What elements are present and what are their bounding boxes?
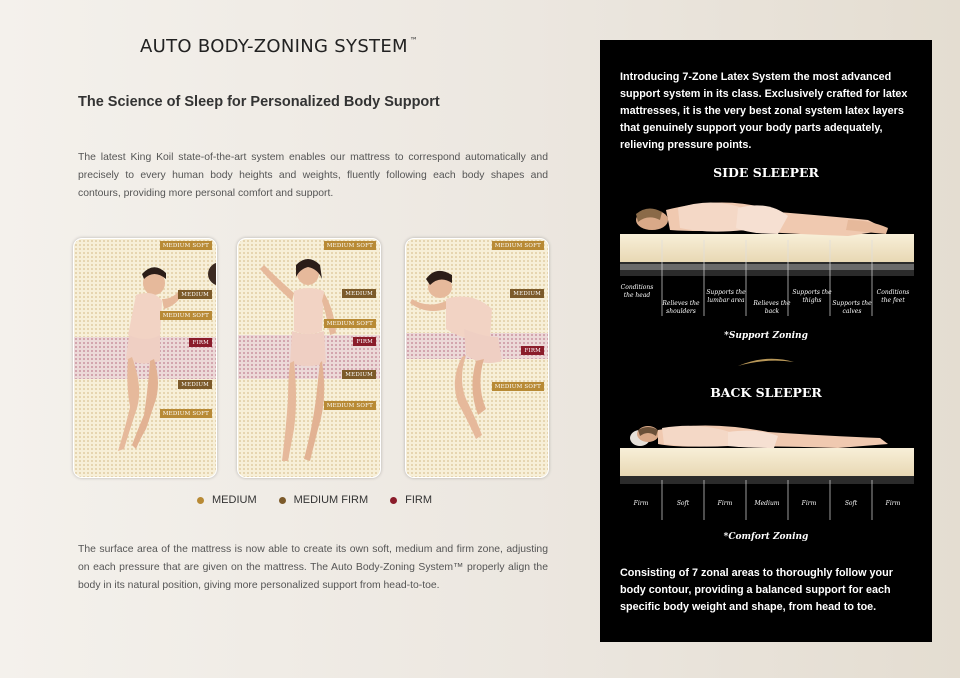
zoning-panel-2 xyxy=(237,238,381,478)
back-zone-label: Medium xyxy=(754,500,780,507)
side-zone-label: Supports the lumbar area xyxy=(706,289,746,304)
zone-label: MEDIUM SOFT xyxy=(492,241,544,250)
back-sleeper-heading: BACK SLEEPER xyxy=(710,385,822,400)
page-title: AUTO BODY-ZONING SYSTEM ™ xyxy=(140,36,419,57)
intro-paragraph: The latest King Koil state-of-the-art system enables our mattress to correspond automatically and precisely to every human body heights and weights, fluently following each body shapes and contours, providing more personal comfort and support. xyxy=(78,152,548,199)
sleeper-figure xyxy=(406,239,548,477)
zone-label: MEDIUM SOFT xyxy=(160,311,212,320)
back-zone-label: Soft xyxy=(676,500,690,507)
back-zone-label: Firm xyxy=(885,500,901,507)
side-zone-label: Supports the calves xyxy=(832,300,872,315)
legend-dot xyxy=(279,497,286,504)
zone-label: MEDIUM xyxy=(178,380,212,389)
swoosh-divider xyxy=(736,356,796,370)
zoning-panel-1 xyxy=(73,238,217,478)
zone-label: MEDIUM xyxy=(178,290,212,299)
support-zoning-caption: *Support Zoning xyxy=(724,331,808,341)
outro-paragraph: The surface area of the mattress is now able to create its own soft, medium and firm zone, adjusting on each pressure that are given on the mattress. The Auto Body-Zoning System™ properly align the body in its natural position, giving more personalized support from head-to-toe. xyxy=(78,544,548,591)
zone-label: MEDIUM SOFT xyxy=(324,241,376,250)
zone-label: MEDIUM SOFT xyxy=(492,382,544,391)
zone-label: MEDIUM xyxy=(510,289,544,298)
seven-zone-panel xyxy=(600,40,932,642)
side-zone-label: Supports the thighs xyxy=(792,289,832,304)
zone-label: MEDIUM SOFT xyxy=(160,409,212,418)
side-zone-label: Conditions the head xyxy=(620,284,654,299)
latex-intro: Introducing 7-Zone Latex System the most advanced support system in its class. Exclusively crafted for latex mattresses, it is the very best zonal system latex layers that genuinely support your body parts adequately, relieving pressure points. xyxy=(620,71,908,151)
back-zone-label: Firm xyxy=(633,500,649,507)
zone-label: MEDIUM SOFT xyxy=(324,401,376,410)
legend-item-medium-firm: MEDIUM FIRM xyxy=(279,494,369,506)
back-zone-label: Soft xyxy=(844,500,858,507)
comfort-zoning-caption: *Comfort Zoning xyxy=(723,532,809,542)
zone-label: MEDIUM SOFT xyxy=(324,319,376,328)
back-zone-label: Firm xyxy=(801,500,817,507)
side-zone-label: Conditions the feet xyxy=(876,289,910,304)
zone-label: FIRM xyxy=(353,337,376,346)
page-subtitle: The Science of Sleep for Personalized Body Support xyxy=(78,94,440,110)
firmness-legend xyxy=(197,494,432,506)
back-sleeper-illustration xyxy=(618,410,918,490)
side-zone-label: Relieves the back xyxy=(753,300,791,315)
zone-label: FIRM xyxy=(189,338,212,347)
zone-label: MEDIUM SOFT xyxy=(160,241,212,250)
legend-item-firm: FIRM xyxy=(390,494,432,506)
zone-label: MEDIUM xyxy=(342,289,376,298)
sleeper-figure xyxy=(238,239,380,477)
legend-dot xyxy=(390,497,397,504)
zone-label: MEDIUM xyxy=(342,370,376,379)
latex-outro: Consisting of 7 zonal areas to thoroughly follow your body contour, providing a balanced support for each specific body weight and shape, from head to toe. xyxy=(620,567,893,613)
zone-label: FIRM xyxy=(521,346,544,355)
legend-item-medium: MEDIUM xyxy=(197,494,257,506)
side-sleeper-heading: SIDE SLEEPER xyxy=(713,165,819,180)
side-zone-label: Relieves the shoulders xyxy=(662,300,700,315)
sleeper-figure xyxy=(74,239,216,477)
back-zone-label: Firm xyxy=(717,500,733,507)
legend-dot xyxy=(197,497,204,504)
zoning-panel-3 xyxy=(405,238,549,478)
